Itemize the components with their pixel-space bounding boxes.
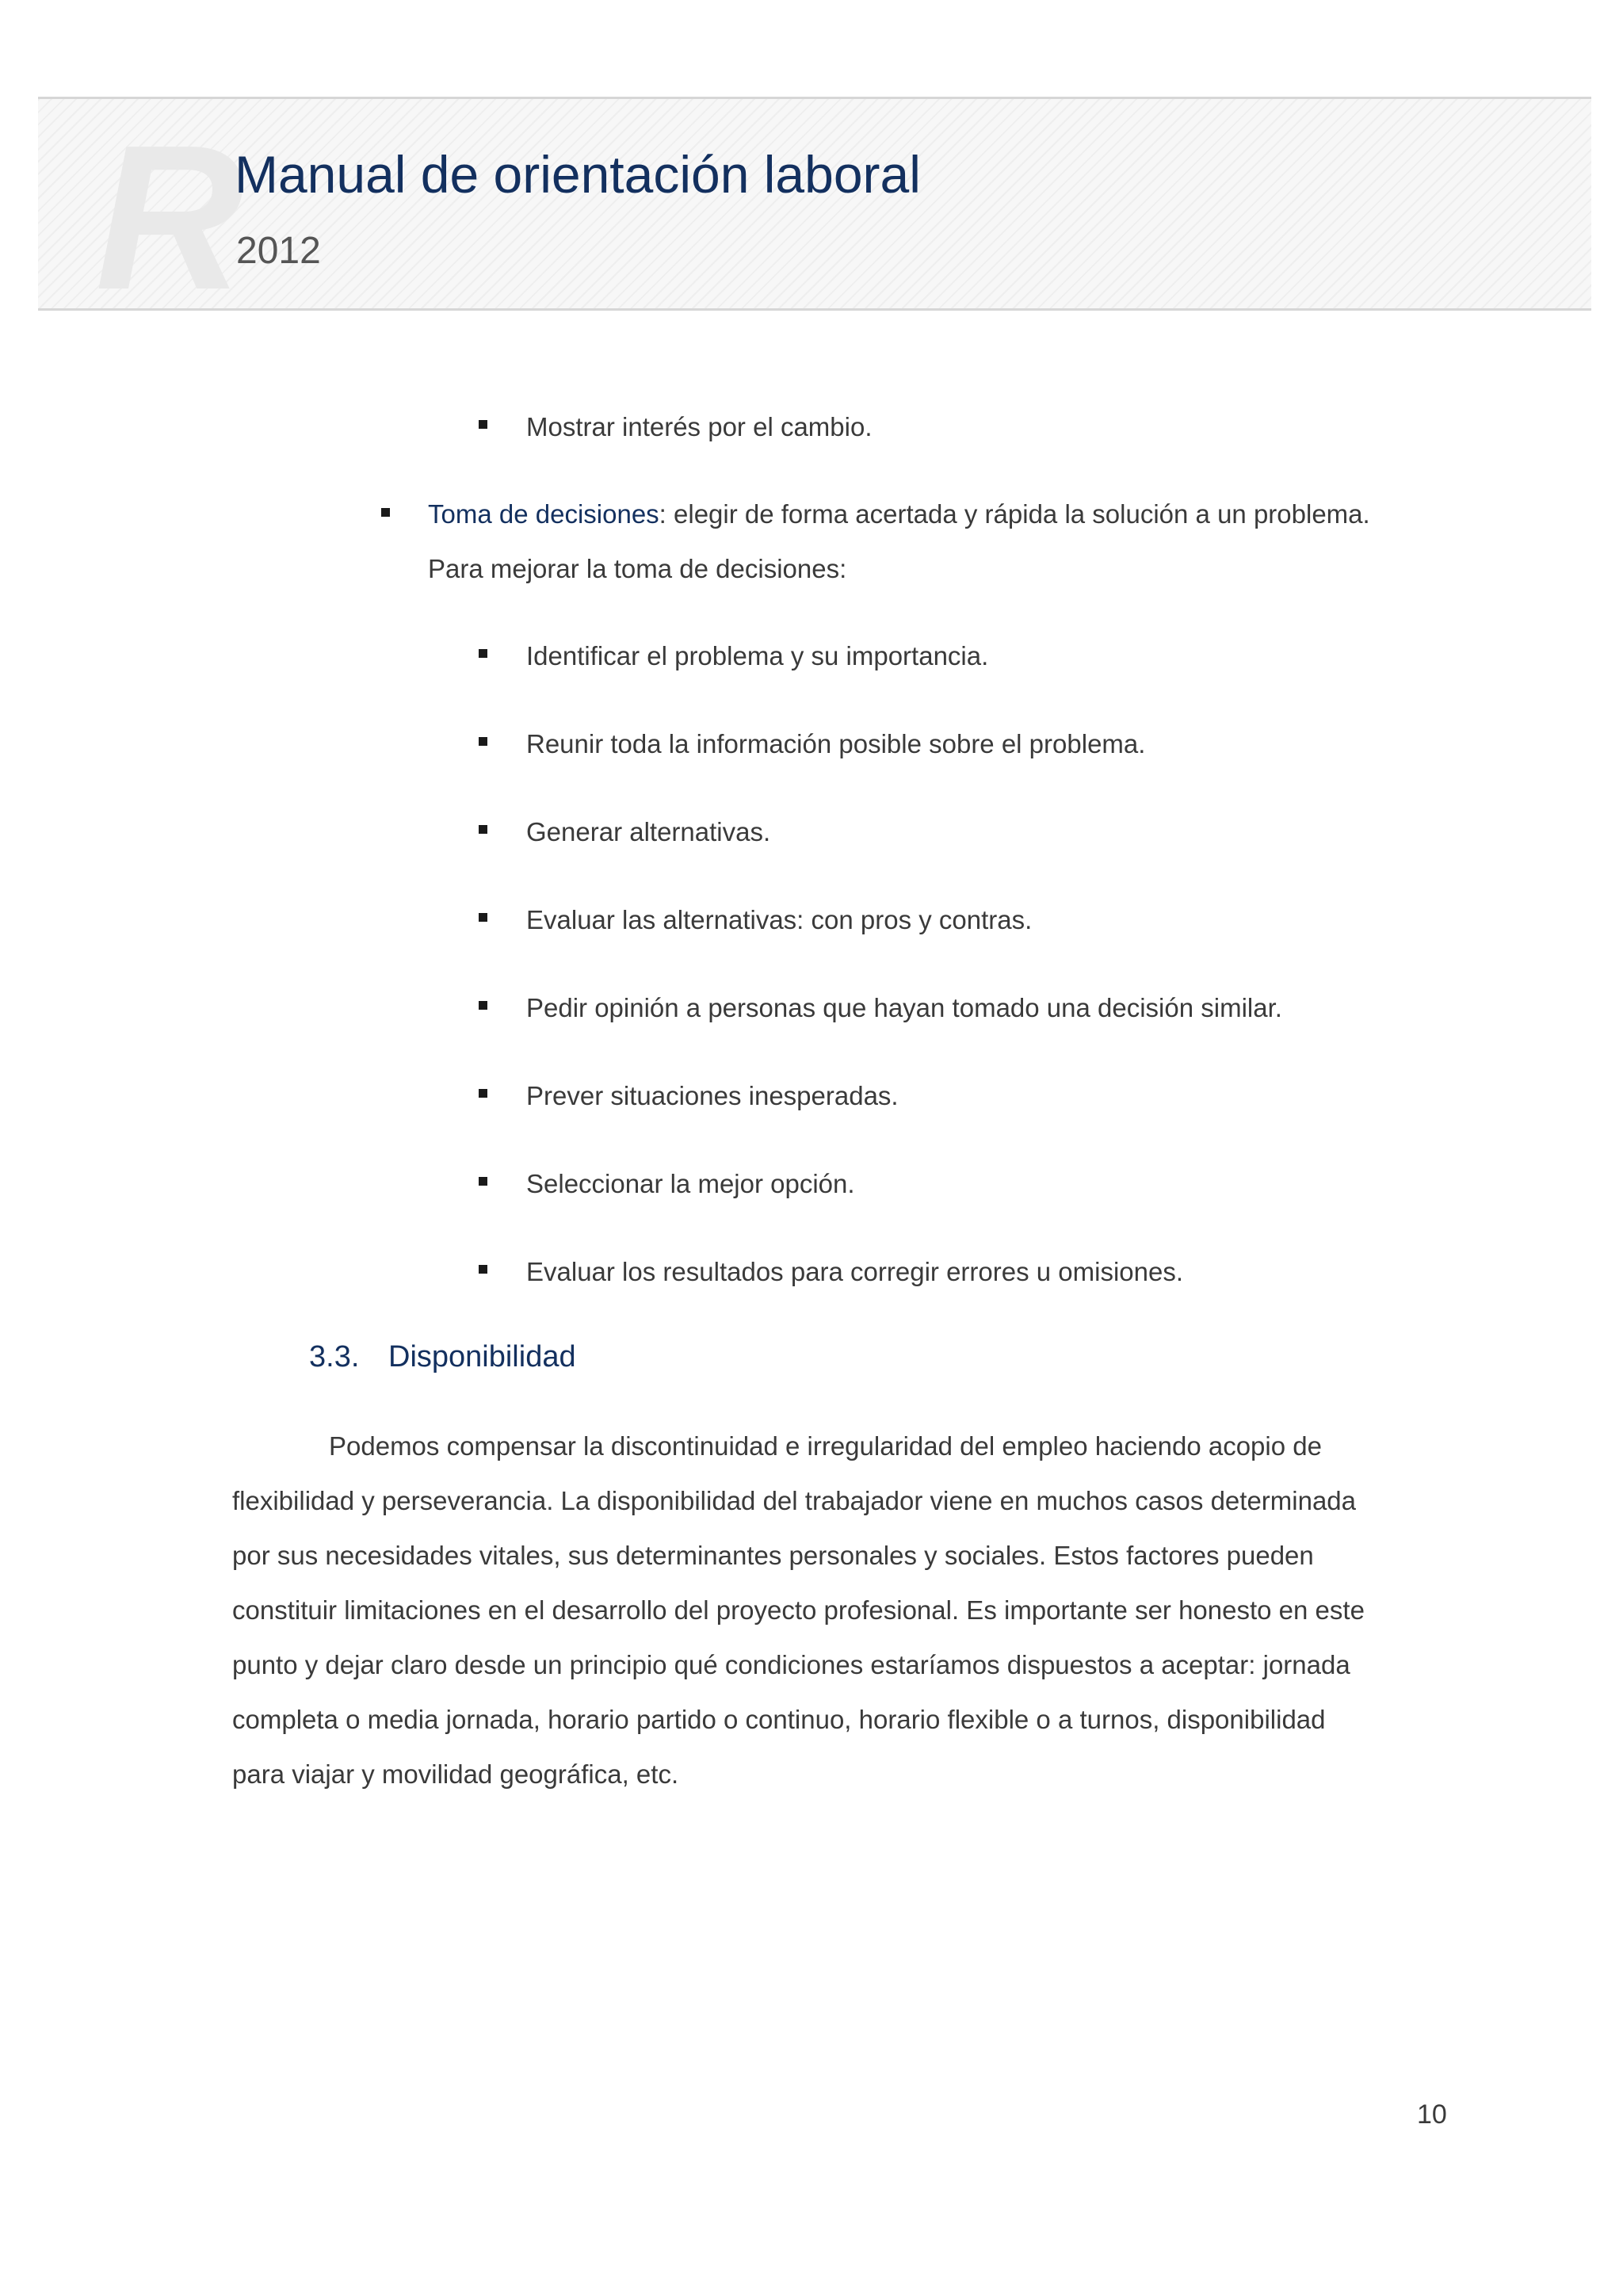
paragraph-line: punto y dejar claro desde un principio qué condiciones estaríamos dispuestos a aceptar: jornada xyxy=(232,1650,1350,1679)
list-item: Evaluar los resultados para corregir errores u omisiones. xyxy=(526,1257,1184,1286)
bullet-icon xyxy=(479,1265,487,1274)
bullet-icon xyxy=(479,913,487,922)
bullet-icon xyxy=(479,1089,487,1098)
paragraph-line: para viajar y movilidad geográfica, etc. xyxy=(232,1759,679,1789)
list-item: Pedir opinión a personas que hayan tomado una decisión similar. xyxy=(526,993,1282,1022)
decision-definition xyxy=(428,501,1370,527)
decision-intro: Para mejorar la toma de decisiones: xyxy=(428,554,847,583)
definition-text: : elegir de forma acertada y rápida la solución a un problema. xyxy=(659,499,1370,529)
paragraph-line: por sus necesidades vitales, sus determinantes personales y sociales. Estos factores pueden xyxy=(232,1541,1314,1570)
bullet-icon xyxy=(381,508,390,517)
list-item: Reunir toda la información posible sobre el problema. xyxy=(526,729,1146,758)
section-title: Disponibilidad xyxy=(388,1340,576,1373)
list-item: Identificar el problema y su importancia. xyxy=(526,641,989,670)
document-title: Manual de orientación laboral xyxy=(235,145,921,204)
list-item: Evaluar las alternativas: con pros y contras. xyxy=(526,905,1033,934)
section-heading xyxy=(309,1342,576,1372)
paragraph-line: completa o media jornada, horario partido o continuo, horario flexible o a turnos, disponibilidad xyxy=(232,1705,1326,1734)
bullet-icon xyxy=(479,649,487,658)
paragraph-line: flexibilidad y perseverancia. La disponibilidad del trabajador viene en muchos casos determinada xyxy=(232,1486,1357,1515)
bullet-icon xyxy=(479,420,487,429)
list-item: Prever situaciones inesperadas. xyxy=(526,1081,899,1110)
bullet-icon xyxy=(479,1001,487,1010)
document-header xyxy=(38,97,1591,333)
logo-watermark: R xyxy=(95,103,239,333)
document-year: 2012 xyxy=(236,230,321,272)
section-number: 3.3. xyxy=(309,1340,360,1373)
list-item: Seleccionar la mejor opción. xyxy=(526,1169,855,1198)
page-number: 10 xyxy=(1417,2099,1447,2130)
list-item: Mostrar interés por el cambio. xyxy=(526,412,873,441)
term-toma-de-decisiones: Toma de decisiones xyxy=(428,499,659,529)
bullet-icon xyxy=(479,737,487,746)
section-paragraph xyxy=(232,1433,1453,1816)
paragraph-line: Podemos compensar la discontinuidad e irregularidad del empleo haciendo acopio de xyxy=(329,1431,1322,1461)
list-item: Generar alternativas. xyxy=(526,817,771,846)
bullet-icon xyxy=(479,1177,487,1186)
paragraph-line: constituir limitaciones en el desarrollo del proyecto profesional. Es importante ser honesto en este xyxy=(232,1595,1365,1625)
bullet-icon xyxy=(479,825,487,834)
